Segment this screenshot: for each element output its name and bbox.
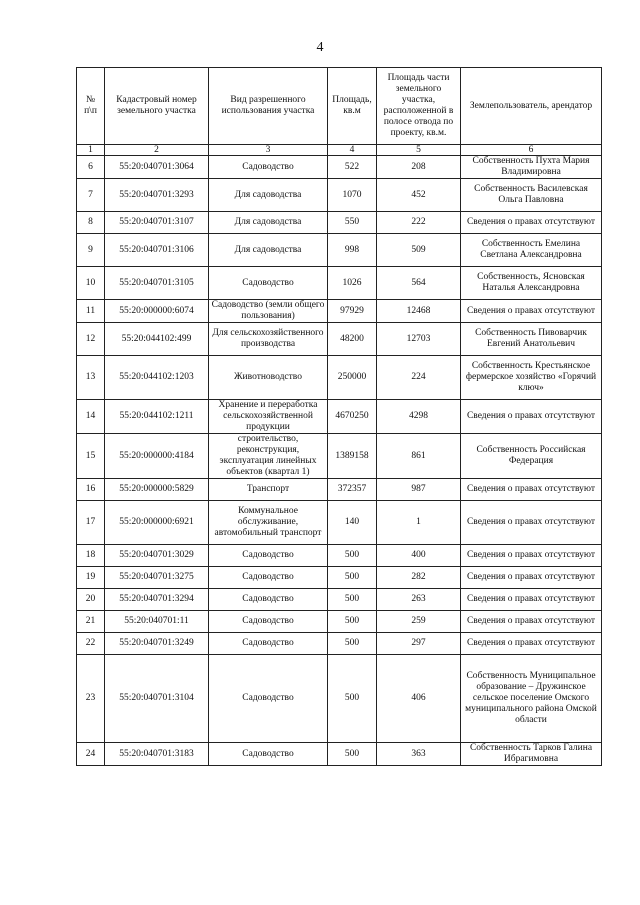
cell-part-area: 4298 <box>377 400 461 434</box>
cell-part-area: 263 <box>377 589 461 611</box>
cell-area: 522 <box>328 156 377 179</box>
table-row <box>77 300 602 323</box>
cell-usage: Животноводство <box>209 356 328 400</box>
cell-user: Сведения о правах отсутствуют <box>461 545 602 567</box>
cell-usage: Для садоводства <box>209 212 328 234</box>
cell-usage: Хранение и переработка сельскохозяйственной продукции <box>209 400 328 434</box>
table-row <box>77 356 602 400</box>
cell-cadastral-number: 55:20:040701:3183 <box>105 743 209 766</box>
col-header-area: Площадь, кв.м <box>328 68 377 145</box>
table-row <box>77 156 602 179</box>
cell-number: 7 <box>77 179 105 212</box>
col-number: 4 <box>328 145 377 156</box>
cell-user: Собственность, Ясновская Наталья Александровна <box>461 267 602 300</box>
cell-user: Сведения о правах отсутствуют <box>461 567 602 589</box>
cell-area: 140 <box>328 501 377 545</box>
cell-cadastral-number: 55:20:044102:1211 <box>105 400 209 434</box>
cell-user: Собственность Пивоварчик Евгений Анатольевич <box>461 323 602 356</box>
cell-cadastral-number: 55:20:040701:3294 <box>105 589 209 611</box>
table-row <box>77 545 602 567</box>
cell-part-area: 259 <box>377 611 461 633</box>
table-row <box>77 400 602 434</box>
cell-cadastral-number: 55:20:000000:6074 <box>105 300 209 323</box>
cell-user: Сведения о правах отсутствуют <box>461 479 602 501</box>
table-row <box>77 655 602 743</box>
cell-area: 998 <box>328 234 377 267</box>
cell-cadastral-number: 55:20:040701:3104 <box>105 655 209 743</box>
cell-part-area: 363 <box>377 743 461 766</box>
cell-number: 11 <box>77 300 105 323</box>
cell-number: 18 <box>77 545 105 567</box>
cell-number: 8 <box>77 212 105 234</box>
table-row <box>77 179 602 212</box>
cell-user: Собственность Василевская Ольга Павловна <box>461 179 602 212</box>
table-body <box>77 156 602 766</box>
col-number: 3 <box>209 145 328 156</box>
cell-number: 12 <box>77 323 105 356</box>
table-row <box>77 479 602 501</box>
cell-area: 500 <box>328 633 377 655</box>
cell-part-area: 12468 <box>377 300 461 323</box>
table-row <box>77 743 602 766</box>
cell-part-area: 452 <box>377 179 461 212</box>
col-number: 1 <box>77 145 105 156</box>
cell-part-area: 406 <box>377 655 461 743</box>
table-row <box>77 611 602 633</box>
cell-user: Сведения о правах отсутствуют <box>461 611 602 633</box>
cell-usage: Садоводство (земли общего пользования) <box>209 300 328 323</box>
table-row <box>77 234 602 267</box>
cell-area: 4670250 <box>328 400 377 434</box>
cell-cadastral-number: 55:20:000000:6921 <box>105 501 209 545</box>
table-row <box>77 212 602 234</box>
cell-user: Собственность Крестьянское фермерское хозяйство «Горячий ключ» <box>461 356 602 400</box>
cell-usage: Коммунальное обслуживание, автомобильный транспорт <box>209 501 328 545</box>
cell-user: Сведения о правах отсутствуют <box>461 212 602 234</box>
cell-usage: Транспорт <box>209 479 328 501</box>
cell-usage: Садоводство <box>209 633 328 655</box>
cell-number: 15 <box>77 434 105 479</box>
cell-area: 1389158 <box>328 434 377 479</box>
cell-cadastral-number: 55:20:044102:499 <box>105 323 209 356</box>
cell-part-area: 208 <box>377 156 461 179</box>
cell-cadastral-number: 55:20:044102:1203 <box>105 356 209 400</box>
cell-usage: Для садоводства <box>209 234 328 267</box>
table-row <box>77 567 602 589</box>
cell-part-area: 987 <box>377 479 461 501</box>
cell-cadastral-number: 55:20:040701:3293 <box>105 179 209 212</box>
cell-area: 97929 <box>328 300 377 323</box>
cell-user: Собственность Муниципальное образование – Дружинское сельское поселение Омского муниципального района Омской области <box>461 655 602 743</box>
cell-area: 500 <box>328 655 377 743</box>
cell-usage: Садоводство <box>209 545 328 567</box>
cell-number: 16 <box>77 479 105 501</box>
cell-user: Сведения о правах отсутствуют <box>461 589 602 611</box>
cell-area: 1026 <box>328 267 377 300</box>
cell-area: 500 <box>328 567 377 589</box>
cell-cadastral-number: 55:20:040701:3064 <box>105 156 209 179</box>
cell-cadastral-number: 55:20:040701:3105 <box>105 267 209 300</box>
cell-number: 13 <box>77 356 105 400</box>
table-row <box>77 589 602 611</box>
table-row <box>77 323 602 356</box>
cell-cadastral-number: 55:20:040701:3249 <box>105 633 209 655</box>
cell-area: 550 <box>328 212 377 234</box>
cell-usage: Садоводство <box>209 267 328 300</box>
cell-usage: Садоводство <box>209 156 328 179</box>
cell-part-area: 12703 <box>377 323 461 356</box>
cell-number: 21 <box>77 611 105 633</box>
cell-cadastral-number: 55:20:040701:3106 <box>105 234 209 267</box>
cell-usage: Для садоводства <box>209 179 328 212</box>
col-number: 6 <box>461 145 602 156</box>
cell-cadastral-number: 55:20:040701:11 <box>105 611 209 633</box>
cell-usage: Садоводство <box>209 567 328 589</box>
cell-area: 1070 <box>328 179 377 212</box>
cell-user: Сведения о правах отсутствуют <box>461 501 602 545</box>
cell-user: Сведения о правах отсутствуют <box>461 300 602 323</box>
cell-number: 20 <box>77 589 105 611</box>
cell-cadastral-number: 55:20:040701:3107 <box>105 212 209 234</box>
cell-cadastral-number: 55:20:040701:3275 <box>105 567 209 589</box>
cell-number: 14 <box>77 400 105 434</box>
cell-area: 250000 <box>328 356 377 400</box>
col-header-usage: Вид разрешенного использования участка <box>209 68 328 145</box>
col-header-number: № п\п <box>77 68 105 145</box>
col-number: 5 <box>377 145 461 156</box>
cell-area: 500 <box>328 545 377 567</box>
cell-usage: Садоводство <box>209 743 328 766</box>
cell-part-area: 564 <box>377 267 461 300</box>
cell-user: Собственность Российская Федерация <box>461 434 602 479</box>
cell-number: 23 <box>77 655 105 743</box>
cell-part-area: 224 <box>377 356 461 400</box>
cell-number: 17 <box>77 501 105 545</box>
cell-cadastral-number: 55:20:040701:3029 <box>105 545 209 567</box>
cell-usage: Садоводство <box>209 589 328 611</box>
cell-cadastral-number: 55:20:000000:5829 <box>105 479 209 501</box>
cell-number: 10 <box>77 267 105 300</box>
land-plots-table <box>76 67 602 766</box>
cell-number: 19 <box>77 567 105 589</box>
page-number: 4 <box>316 40 324 55</box>
cell-area: 500 <box>328 611 377 633</box>
cell-part-area: 297 <box>377 633 461 655</box>
cell-user: Сведения о правах отсутствуют <box>461 400 602 434</box>
cell-number: 24 <box>77 743 105 766</box>
cell-number: 22 <box>77 633 105 655</box>
cell-user: Собственность Пухта Мария Владимировна <box>461 156 602 179</box>
cell-part-area: 1 <box>377 501 461 545</box>
cell-area: 500 <box>328 743 377 766</box>
cell-cadastral-number: 55:20:000000:4184 <box>105 434 209 479</box>
cell-number: 9 <box>77 234 105 267</box>
cell-user: Собственность Емелина Светлана Александровна <box>461 234 602 267</box>
cell-area: 48200 <box>328 323 377 356</box>
table-row <box>77 267 602 300</box>
cell-part-area: 509 <box>377 234 461 267</box>
cell-part-area: 861 <box>377 434 461 479</box>
cell-usage: Для сельскохозяйственного производства <box>209 323 328 356</box>
header-row <box>77 68 602 145</box>
col-header-part-area: Площадь части земельного участка, расположенной в полосе отвода по проекту, кв.м. <box>377 68 461 145</box>
table-row <box>77 633 602 655</box>
cell-part-area: 400 <box>377 545 461 567</box>
cell-part-area: 222 <box>377 212 461 234</box>
col-number: 2 <box>105 145 209 156</box>
cell-user: Собственность Тарков Галина Ибрагимовна <box>461 743 602 766</box>
cell-area: 372357 <box>328 479 377 501</box>
col-header-cadastral: Кадастровый номер земельного участка <box>105 68 209 145</box>
cell-number: 6 <box>77 156 105 179</box>
table-row <box>77 501 602 545</box>
cell-area: 500 <box>328 589 377 611</box>
cell-usage: Садоводство <box>209 611 328 633</box>
cell-usage: Садоводство <box>209 655 328 743</box>
column-numbers-row <box>77 145 602 156</box>
col-header-user: Землепользователь, арендатор <box>461 68 602 145</box>
cell-user: Сведения о правах отсутствуют <box>461 633 602 655</box>
cell-part-area: 282 <box>377 567 461 589</box>
table-row <box>77 434 602 479</box>
cell-usage: строительство, реконструкция, эксплуатация линейных объектов (квартал 1) <box>209 434 328 479</box>
